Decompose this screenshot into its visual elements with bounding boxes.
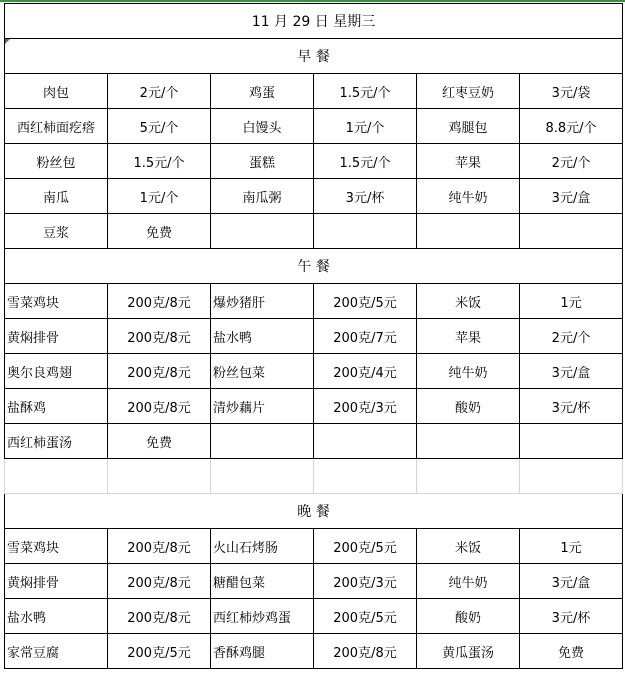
item-name-cell (417, 389, 520, 424)
table-row (5, 109, 623, 144)
item-name-cell (5, 564, 108, 599)
item-name: 纯牛奶 (448, 365, 488, 381)
price-cell (314, 424, 417, 459)
price-cell (314, 144, 417, 179)
item-name: 豆浆 (42, 225, 69, 241)
item-name: 纯牛奶 (448, 190, 488, 206)
item-price: 免费 (557, 645, 584, 661)
item-name-cell (5, 74, 108, 109)
lunch-title: 午 餐 (297, 259, 330, 275)
menu-table (4, 3, 623, 669)
item-price: 3元/杯 (551, 400, 591, 416)
item-name-cell (211, 109, 314, 144)
item-price: 1.5元/个 (133, 155, 185, 171)
price-cell (520, 564, 623, 599)
price-cell (520, 319, 623, 354)
item-price: 200克/8元 (127, 295, 191, 311)
item-price: 1元 (560, 540, 582, 556)
item-price: 1元 (560, 295, 582, 311)
item-name: 糖醋包菜 (213, 575, 266, 591)
item-price: 200克/5元 (333, 540, 397, 556)
item-name-cell (417, 564, 520, 599)
item-name: 家常豆腐 (7, 645, 60, 661)
item-name: 爆炒猪肝 (213, 295, 266, 311)
item-name-cell (211, 179, 314, 214)
item-name-cell (5, 144, 108, 179)
item-price: 200克/5元 (333, 295, 397, 311)
table-row (5, 214, 623, 249)
item-name-cell (417, 179, 520, 214)
price-cell (108, 389, 211, 424)
empty-cell (108, 459, 211, 494)
table-row (5, 389, 623, 424)
table-row (5, 354, 623, 389)
item-name-cell (417, 634, 520, 669)
price-cell (108, 284, 211, 319)
price-cell (520, 214, 623, 249)
price-cell (314, 284, 417, 319)
item-name-cell (211, 389, 314, 424)
price-cell (108, 179, 211, 214)
price-cell (108, 599, 211, 634)
price-cell (108, 109, 211, 144)
price-cell (314, 599, 417, 634)
price-cell (314, 634, 417, 669)
item-name-cell (417, 284, 520, 319)
empty-cell (211, 459, 314, 494)
spacer-row (5, 459, 623, 494)
item-name-cell (5, 214, 108, 249)
price-cell (520, 109, 623, 144)
item-name: 白馒头 (242, 120, 282, 136)
lunch-header-cell (5, 249, 623, 284)
item-price: 3元/盒 (551, 190, 591, 206)
price-cell (108, 354, 211, 389)
price-cell (520, 634, 623, 669)
item-price: 200克/3元 (333, 575, 397, 591)
item-name-cell (211, 319, 314, 354)
item-name-cell (5, 319, 108, 354)
table-row (5, 179, 623, 214)
item-name: 粉丝包菜 (213, 365, 266, 381)
table-row (5, 319, 623, 354)
item-price: 免费 (145, 225, 172, 241)
item-name: 纯牛奶 (448, 575, 488, 591)
item-name-cell (211, 529, 314, 564)
cell-note-marker (5, 39, 10, 44)
item-name: 雪菜鸡块 (7, 295, 60, 311)
date-title-cell (5, 4, 623, 39)
table-row (5, 529, 623, 564)
price-cell (108, 634, 211, 669)
sheet-top-border (0, 0, 625, 2)
item-price: 200克/8元 (127, 330, 191, 346)
price-cell (314, 214, 417, 249)
table-row (5, 74, 623, 109)
item-price: 免费 (145, 435, 172, 451)
item-name-cell (417, 109, 520, 144)
item-name: 盐水鸭 (7, 610, 47, 626)
price-cell (314, 74, 417, 109)
price-cell (314, 529, 417, 564)
table-row (5, 284, 623, 319)
table-row (5, 564, 623, 599)
item-name: 米饭 (454, 295, 481, 311)
item-name-cell (417, 144, 520, 179)
breakfast-title: 早 餐 (297, 49, 330, 65)
item-price: 3元/杯 (551, 610, 591, 626)
item-name: 肉包 (42, 85, 69, 101)
item-name: 香酥鸡腿 (213, 645, 266, 661)
price-cell (520, 179, 623, 214)
item-name-cell (211, 564, 314, 599)
item-price: 200克/5元 (127, 645, 191, 661)
price-cell (314, 389, 417, 424)
item-name-cell (211, 144, 314, 179)
item-name: 米饭 (454, 540, 481, 556)
item-price: 2元/个 (551, 155, 591, 171)
item-price: 200克/7元 (333, 330, 397, 346)
dinner-header-cell (5, 494, 623, 529)
item-name: 粉丝包 (36, 155, 76, 171)
item-name-cell (5, 389, 108, 424)
item-name-cell (417, 74, 520, 109)
item-name: 黄瓜蛋汤 (441, 645, 494, 661)
table-row (5, 634, 623, 669)
item-name-cell (417, 529, 520, 564)
item-name: 南瓜 (42, 190, 69, 206)
empty-cell (314, 459, 417, 494)
price-cell (314, 109, 417, 144)
price-cell (314, 319, 417, 354)
price-cell (314, 179, 417, 214)
item-name-cell (417, 319, 520, 354)
item-name: 盐水鸭 (213, 330, 253, 346)
item-price: 3元/袋 (551, 85, 591, 101)
item-name-cell (417, 214, 520, 249)
item-name: 西红柿蛋汤 (7, 435, 73, 451)
item-name-cell (211, 599, 314, 634)
item-price: 200克/8元 (127, 610, 191, 626)
item-name-cell (5, 424, 108, 459)
item-name: 苹果 (454, 155, 481, 171)
item-name: 红枣豆奶 (441, 85, 494, 101)
item-name: 苹果 (454, 330, 481, 346)
item-name: 雪菜鸡块 (7, 540, 60, 556)
item-name-cell (211, 424, 314, 459)
price-cell (314, 354, 417, 389)
item-name: 南瓜粥 (242, 190, 282, 206)
item-price: 5元/个 (139, 120, 179, 136)
item-name: 鸡蛋 (248, 85, 275, 101)
item-price: 200克/3元 (333, 400, 397, 416)
item-price: 200克/8元 (333, 645, 397, 661)
item-name-cell (417, 354, 520, 389)
item-name: 西红柿面疙瘩 (16, 120, 95, 136)
item-name-cell (211, 354, 314, 389)
price-cell (520, 74, 623, 109)
item-price: 2元/个 (551, 330, 591, 346)
table-row (5, 424, 623, 459)
empty-cell (5, 459, 108, 494)
price-cell (520, 144, 623, 179)
item-name-cell (5, 109, 108, 144)
item-name-cell (5, 599, 108, 634)
item-name-cell (211, 284, 314, 319)
price-cell (520, 529, 623, 564)
item-name: 鸡腿包 (448, 120, 488, 136)
price-cell (314, 564, 417, 599)
item-name: 黄焖排骨 (7, 575, 60, 591)
item-name-cell (211, 214, 314, 249)
item-name: 西红柿炒鸡蛋 (213, 610, 292, 626)
item-name: 火山石烤肠 (213, 540, 279, 556)
dinner-title: 晚 餐 (297, 504, 330, 520)
price-cell (520, 389, 623, 424)
item-price: 3元/盒 (551, 575, 591, 591)
price-cell (520, 354, 623, 389)
item-price: 3元/盒 (551, 365, 591, 381)
item-name-cell (417, 424, 520, 459)
price-cell (108, 529, 211, 564)
price-cell (108, 74, 211, 109)
item-name-cell (5, 634, 108, 669)
item-name-cell (211, 634, 314, 669)
item-price: 200克/8元 (127, 540, 191, 556)
breakfast-header-cell (5, 39, 623, 74)
item-name: 黄焖排骨 (7, 330, 60, 346)
date-title: 11 月 29 日 星期三 (251, 14, 376, 30)
item-name-cell (211, 74, 314, 109)
item-price: 1.5元/个 (339, 85, 391, 101)
item-price: 1元/个 (139, 190, 179, 206)
price-cell (108, 564, 211, 599)
item-name: 盐酥鸡 (7, 400, 47, 416)
item-name: 清炒藕片 (213, 400, 266, 416)
price-cell (108, 424, 211, 459)
price-cell (108, 144, 211, 179)
price-cell (520, 284, 623, 319)
item-name-cell (5, 354, 108, 389)
item-price: 1.5元/个 (339, 155, 391, 171)
item-name: 酸奶 (454, 610, 481, 626)
table-row (5, 144, 623, 179)
item-price: 200克/8元 (127, 400, 191, 416)
price-cell (520, 599, 623, 634)
item-name-cell (5, 179, 108, 214)
item-price: 200克/8元 (127, 365, 191, 381)
table-row (5, 599, 623, 634)
price-cell (520, 424, 623, 459)
item-name: 奥尔良鸡翅 (7, 365, 73, 381)
item-name-cell (5, 529, 108, 564)
item-price: 8.8元/个 (545, 120, 597, 136)
item-price: 200克/8元 (127, 575, 191, 591)
item-price: 3元/杯 (345, 190, 385, 206)
item-price: 200克/5元 (333, 610, 397, 626)
item-price: 1元/个 (345, 120, 385, 136)
item-price: 2元/个 (139, 85, 179, 101)
item-price: 200克/4元 (333, 365, 397, 381)
price-cell (108, 319, 211, 354)
empty-cell (520, 459, 623, 494)
item-name: 酸奶 (454, 400, 481, 416)
price-cell (108, 214, 211, 249)
item-name-cell (5, 284, 108, 319)
item-name: 蛋糕 (248, 155, 275, 171)
item-name-cell (417, 599, 520, 634)
empty-cell (417, 459, 520, 494)
